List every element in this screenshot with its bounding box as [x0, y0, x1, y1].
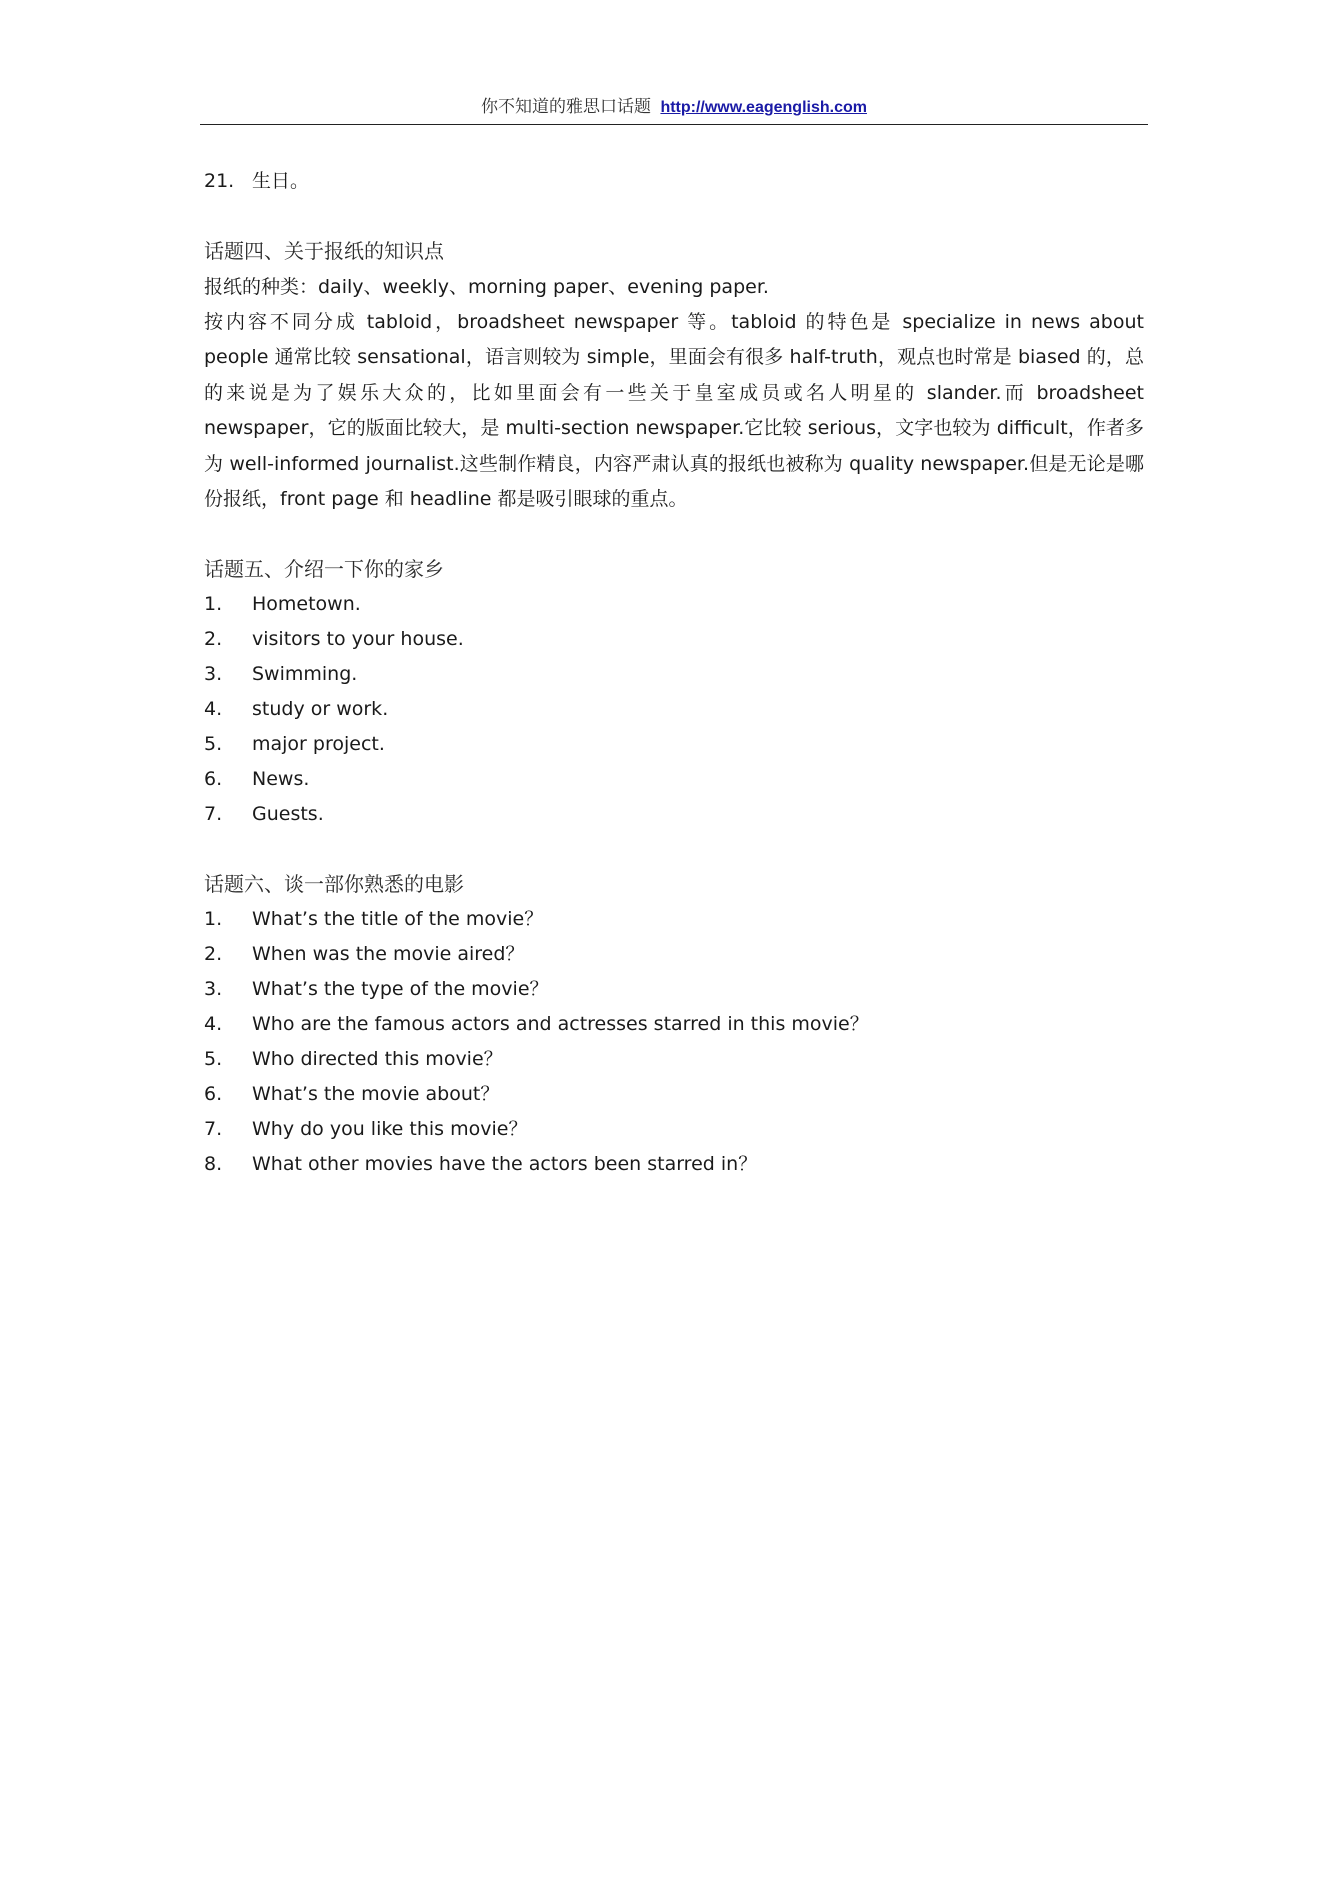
- item-text: Hometown.: [252, 593, 361, 616]
- list-item: [204, 657, 1144, 692]
- list-item: [204, 587, 1144, 622]
- website-link[interactable]: http://www.eagenglish.com: [660, 99, 867, 116]
- item-text: When was the movie aired？: [252, 943, 525, 966]
- item-number: 1.: [204, 593, 223, 616]
- section-heading-hometown: 话题五、介绍一下你的家乡: [204, 557, 444, 582]
- list-item: [204, 727, 1144, 762]
- item-number: 6.: [204, 1083, 223, 1106]
- list-item: [204, 622, 1144, 657]
- list-item: [204, 972, 1144, 1007]
- list-item-birthday: [204, 164, 1144, 199]
- newspaper-types-line: 报纸的种类：daily、weekly、morning paper、evening paper.: [204, 276, 769, 298]
- list-item: [204, 937, 1144, 972]
- item-number: 4.: [204, 698, 223, 721]
- spacer: [204, 517, 1144, 551]
- list-item: [204, 797, 1144, 832]
- item-number: 2.: [204, 628, 223, 651]
- spacer: [204, 832, 1144, 866]
- item-number: 2.: [204, 943, 223, 966]
- list-item: [204, 1112, 1144, 1147]
- item-text: Who directed this movie？: [252, 1048, 503, 1071]
- item-number: 1.: [204, 908, 223, 931]
- item-text: Who are the famous actors and actresses starred in this movie？: [252, 1013, 869, 1036]
- list-item: [204, 1147, 1144, 1182]
- item-text: study or work.: [252, 698, 389, 721]
- item-number: 7.: [204, 1118, 223, 1141]
- item-text: News.: [252, 768, 310, 791]
- newspaper-paragraph: 按内容不同分成 tabloid，broadsheet newspaper 等。tabloid 的特色是 specialize in news about people 通常比较 sensational，语言则较为 simple，里面会有很多 half-truth，观点也时常是 biased 的，总的来说是为了娱乐大众的，比如里面会有一些关于皇室成员或名人明星的 slander.而 broadsheet newspaper，它的版面比较大，是 multi-section newspaper.它比较 serious，文字也较为 difficult，作者多为 well-informed journalist.这些制作精良，内容严肃认真的报纸也被称为 quality newspaper.但是无论是哪份报纸，front page 和 headline 都是吸引眼球的重点。: [204, 311, 1144, 511]
- item-number: 4.: [204, 1013, 223, 1036]
- item-text: What’s the title of the movie？: [252, 908, 544, 931]
- section-heading-movie: 话题六、谈一部你熟悉的电影: [204, 872, 464, 897]
- item-number: 5.: [204, 733, 223, 756]
- header-title: 你不知道的雅思口话题: [481, 97, 652, 117]
- list-item: [204, 692, 1144, 727]
- item-number: 3.: [204, 978, 223, 1001]
- item-text: visitors to your house.: [252, 628, 464, 651]
- item-text: What’s the type of the movie？: [252, 978, 549, 1001]
- spacer: [204, 199, 1144, 233]
- document-body: [204, 164, 1144, 1182]
- item-number: 3.: [204, 663, 223, 686]
- list-item: [204, 1077, 1144, 1112]
- item-number: 8.: [204, 1153, 223, 1176]
- item-number: 5.: [204, 1048, 223, 1071]
- list-item: [204, 1042, 1144, 1077]
- item-number: 7.: [204, 803, 223, 826]
- section-heading-newspapers: 话题四、关于报纸的知识点: [204, 239, 444, 263]
- item-text: Why do you like this movie？: [252, 1118, 528, 1141]
- item-text: Swimming.: [252, 663, 358, 686]
- page-header: [200, 96, 1148, 124]
- item-number: 6.: [204, 768, 223, 791]
- item-text: What’s the movie about？: [252, 1083, 500, 1106]
- list-item: [204, 762, 1144, 797]
- hometown-list: [204, 587, 1144, 832]
- item-text: What other movies have the actors been starred in？: [252, 1153, 758, 1176]
- list-item: [204, 902, 1144, 937]
- movie-question-list: [204, 902, 1144, 1182]
- item-number: 21.: [204, 170, 235, 192]
- header-divider: [200, 124, 1148, 125]
- item-text: Guests.: [252, 803, 324, 826]
- list-item: [204, 1007, 1144, 1042]
- item-text: major project.: [252, 733, 385, 756]
- item-text: 生日。: [252, 170, 310, 192]
